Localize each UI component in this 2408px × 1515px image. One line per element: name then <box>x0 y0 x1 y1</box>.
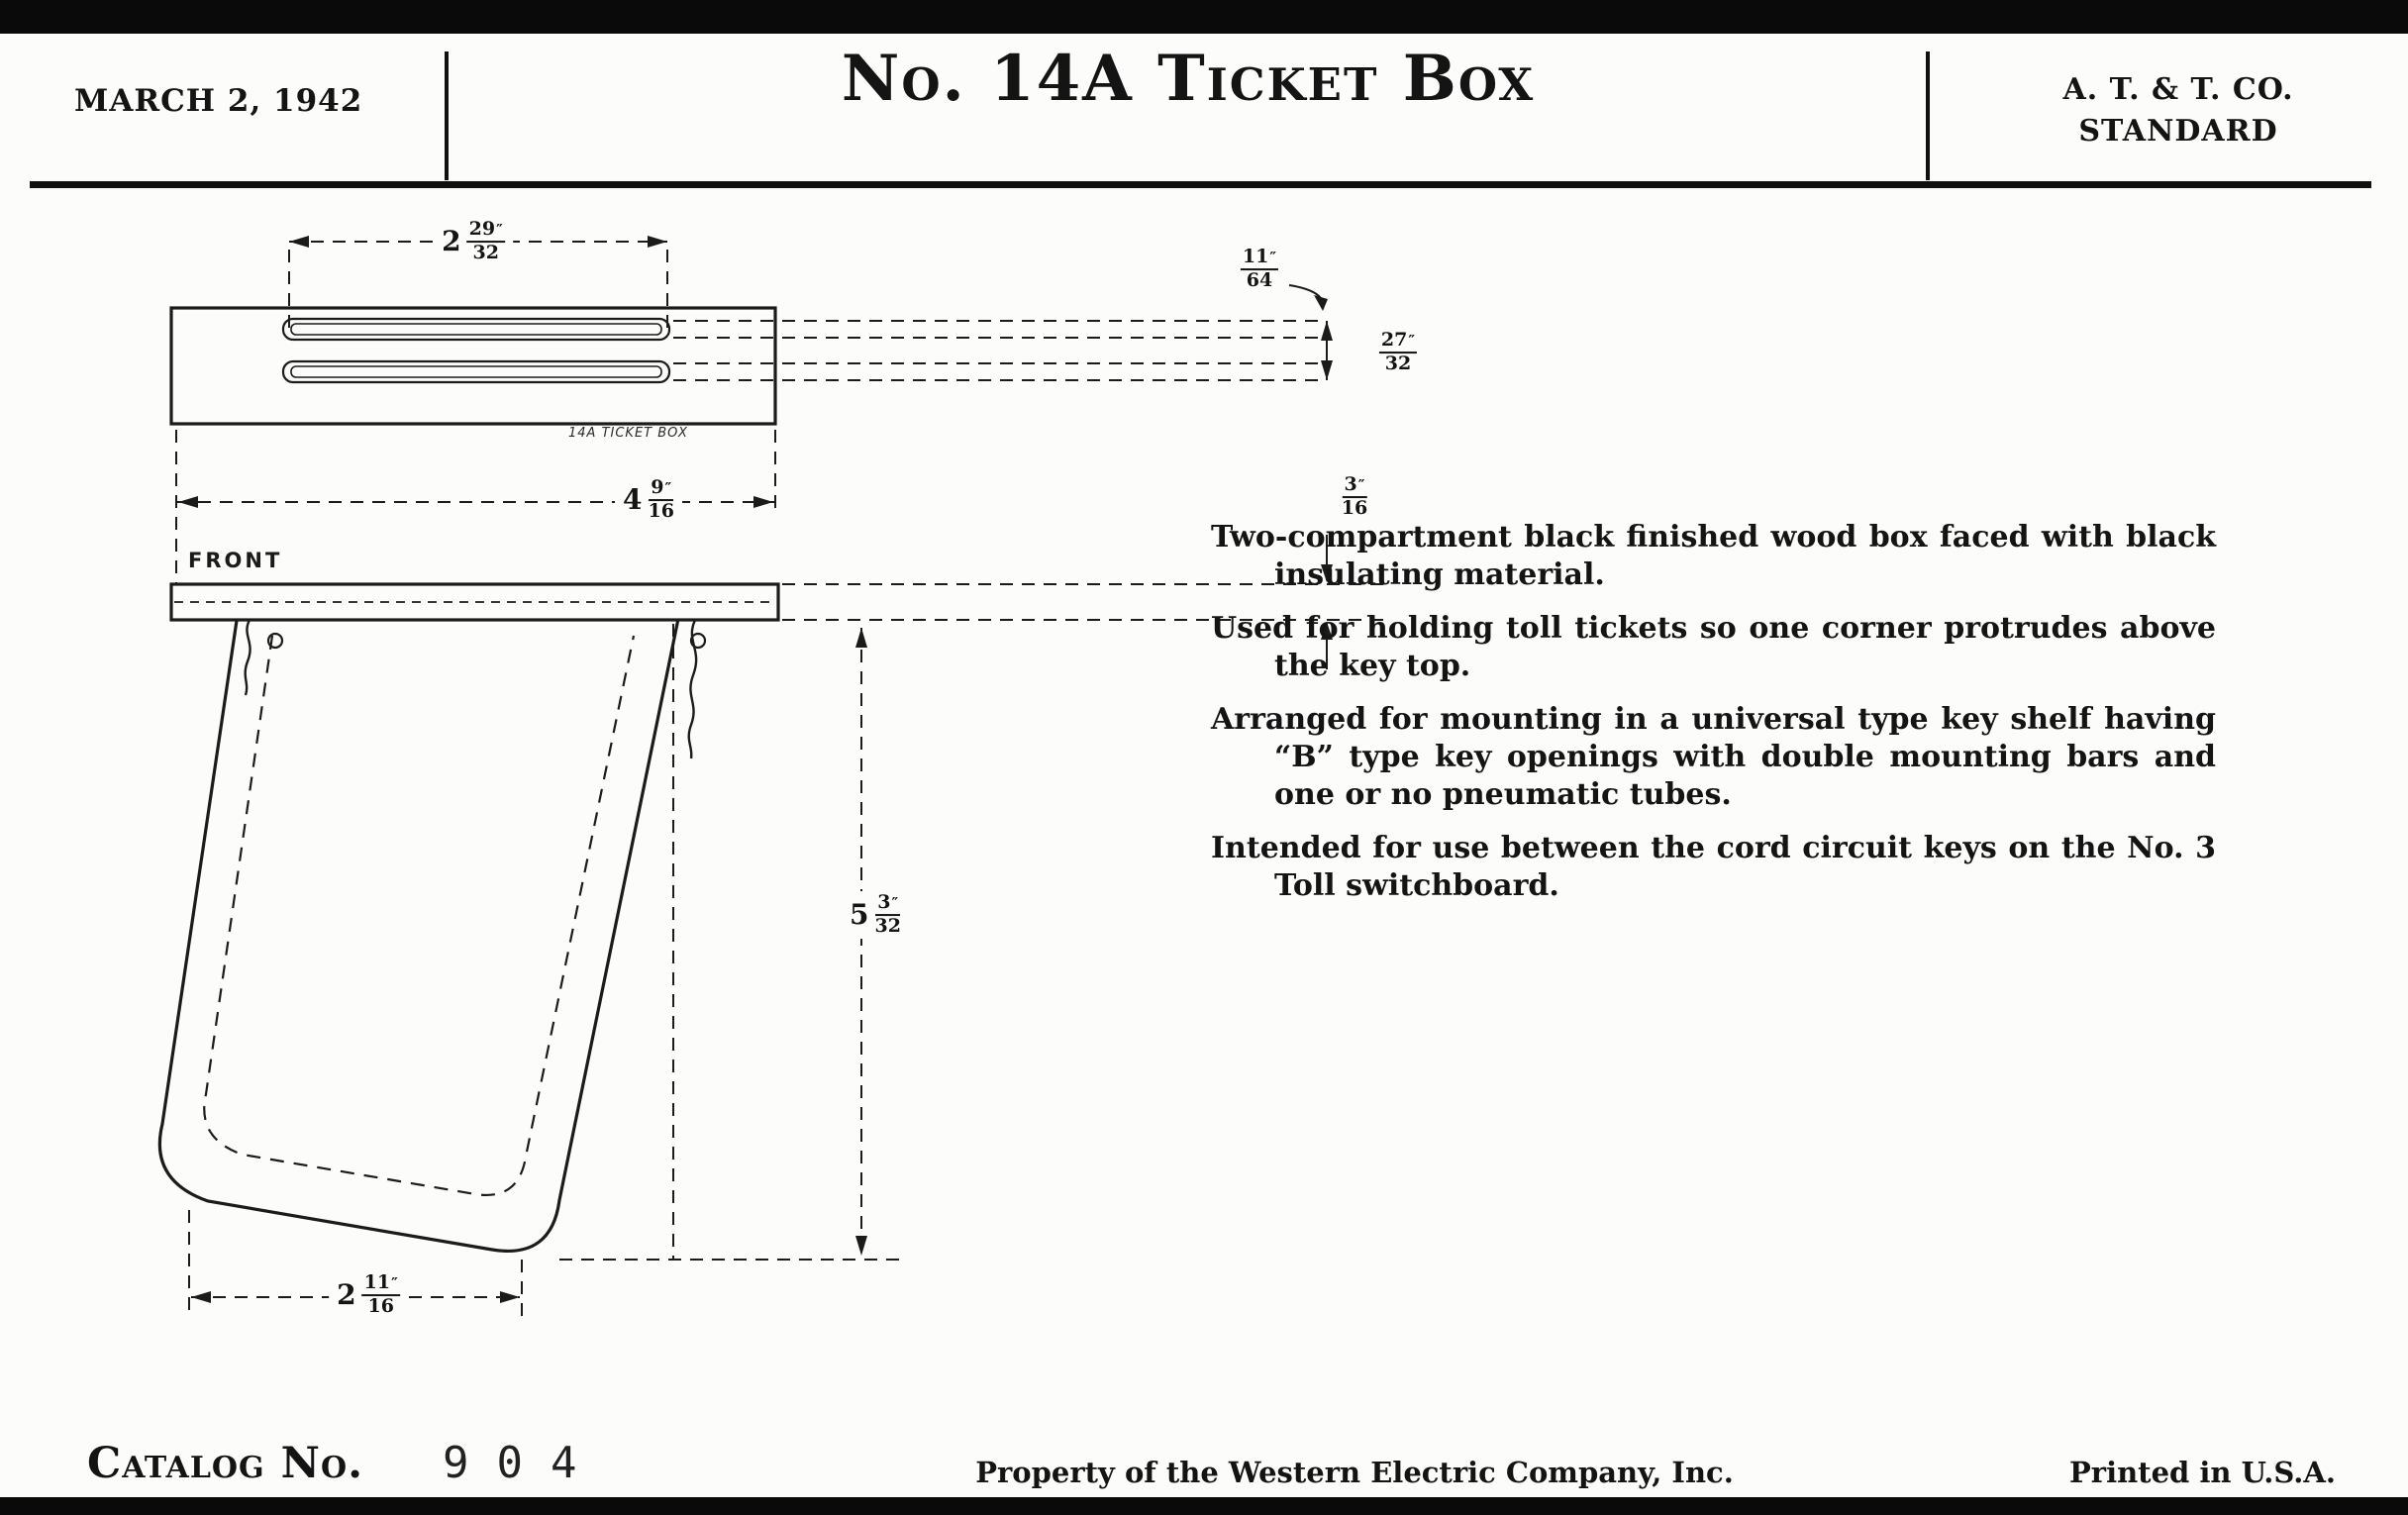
page-title: No. 14A Ticket Box <box>841 42 1536 116</box>
fraction: 11 ″ 64 <box>1242 246 1277 291</box>
dimension-overall-width: 4 9 ″ 16 <box>615 476 682 524</box>
catalog-row <box>87 1438 605 1488</box>
bottom-black-bar <box>0 1497 2408 1515</box>
description-paragraph-4: Intended for use between the cord circuit keys on the No. 3 Toll switchboard. <box>1211 831 2216 903</box>
catalog-number: 904 <box>443 1438 605 1488</box>
right-mounting-clip <box>689 620 696 758</box>
description-paragraph-1: Two-compartment black finished wood box faced with black insulating material. <box>1211 520 2216 592</box>
fraction: 3 ″ 16 <box>1341 473 1368 519</box>
dimension-slot-spacing <box>1371 329 1425 376</box>
part-number-label: 14A TICKET BOX <box>568 426 688 441</box>
fraction: 27 ″ 32 <box>1380 329 1416 374</box>
fraction: 9 ″ 16 <box>648 476 674 522</box>
front-view-label: FRONT <box>188 549 283 572</box>
description-paragraph-3: Arranged for mounting in a universal type key shelf having “B” type key openings with double mounting bars and one or no pneumatic tubes. <box>1211 702 2216 812</box>
catalog-label: Catalog No. <box>87 1439 364 1488</box>
dimension-box-bottom-width: 2 11 ″ 16 <box>329 1271 408 1319</box>
dimension-slot-length: 2 29 ″ 32 <box>434 218 513 265</box>
description-paragraph-2: Used for holding toll tickets so one corner protrudes above the key top. <box>1211 611 2216 683</box>
header-org-line1: A. T. & T. CO. <box>2062 72 2294 107</box>
fraction: 29 ″ 32 <box>468 218 503 263</box>
dimension-plate-thickness <box>1334 473 1375 521</box>
description-block <box>1211 519 2216 921</box>
header-rule <box>30 181 2371 188</box>
fraction: 11 ″ 16 <box>363 1271 398 1317</box>
dimension-slot-width <box>1233 246 1286 293</box>
property-notice: Property of the Western Electric Company, Inc. <box>975 1456 1734 1489</box>
fraction: 3 ″ 32 <box>874 891 901 937</box>
dimension-box-depth: 5 3 ″ 32 <box>842 891 909 939</box>
header-organization <box>1980 69 2376 152</box>
top-black-bar <box>0 0 2408 34</box>
header-date: MARCH 2, 1942 <box>74 83 363 119</box>
header-divider-right <box>1926 51 1930 180</box>
header-org-line2: STANDARD <box>2078 114 2278 149</box>
header-divider-left <box>445 51 449 180</box>
printed-notice: Printed in U.S.A. <box>2069 1456 2336 1489</box>
ticket-box-outline <box>159 614 679 1251</box>
